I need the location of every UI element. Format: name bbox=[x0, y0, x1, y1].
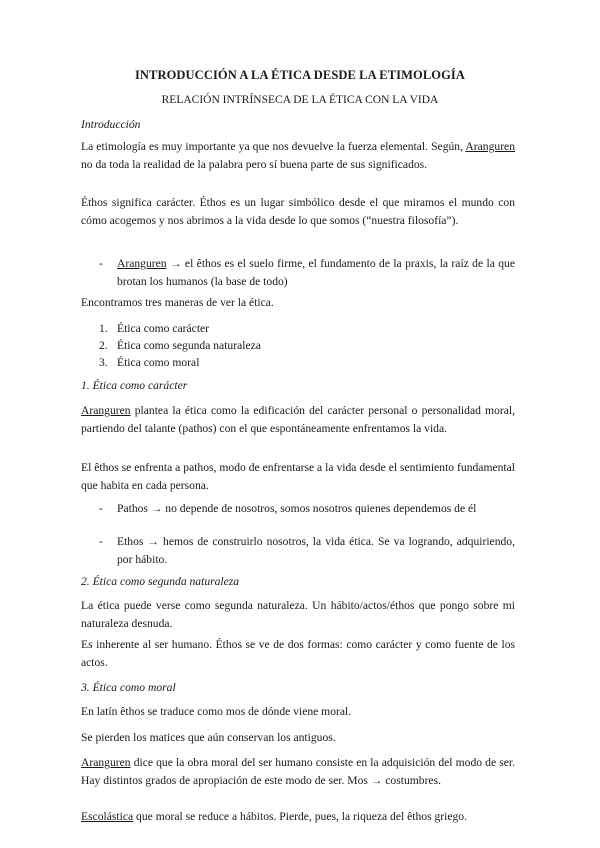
list-item: Ética como moral bbox=[117, 356, 200, 369]
section1-bullet: Pathos → no depende de nosotros, somos nosotros quienes dependemos de él bbox=[117, 502, 477, 515]
text-run: que moral se reduce a hábitos. Pierde, pues, la riqueza del êthos griego. bbox=[133, 810, 468, 823]
document-title: INTRODUCCIÓN A LA ÉTICA DESDE LA ETIMOLOGÍA bbox=[134, 68, 466, 82]
intro-paragraph-1 bbox=[81, 138, 515, 174]
list-number: 2. bbox=[99, 339, 108, 352]
section1-paragraph-1 bbox=[81, 402, 515, 438]
section1-bullet: Ethos → hemos de construirlo nosotros, la vida ética. Se va logrando, adquiriendo, por hábito. bbox=[117, 535, 515, 566]
intro-heading: Introducción bbox=[81, 118, 141, 131]
author-name: Aranguren bbox=[81, 756, 131, 769]
list-number: 1. bbox=[99, 322, 108, 335]
list-item: Ética como segunda naturaleza bbox=[117, 339, 261, 352]
section2-heading: 2. Ética como segunda naturaleza bbox=[81, 575, 240, 588]
author-name: Aranguren bbox=[465, 140, 515, 153]
section3-heading: 3. Ética como moral bbox=[81, 681, 176, 694]
author-name: Aranguren bbox=[117, 257, 167, 270]
text-run: plantea la ética como la edificación del carácter personal o personalidad moral, partiendo del talante (pathos) con el que espontáneamente enfrentamos la vida. bbox=[81, 404, 515, 435]
section1-heading: 1. Ética como carácter bbox=[81, 379, 188, 392]
section2-paragraph-2: Es inherente al ser humano. Éthos se ve de dos formas: como carácter y como fuente de los actos. bbox=[81, 638, 515, 669]
section3-paragraph-4 bbox=[81, 808, 515, 826]
intro-paragraph-3: Encontramos tres maneras de ver la ética. bbox=[81, 296, 274, 309]
section3-paragraph-2: Se pierden los matices que aún conservan los antiguos. bbox=[81, 731, 336, 744]
school-name: Escolástica bbox=[81, 810, 134, 823]
document-subtitle: RELACIÓN INTRÍNSECA DE LA ÉTICA CON LA VIDA bbox=[161, 94, 439, 106]
section2-paragraph-1: La ética puede verse como segunda naturaleza. Un hábito/actos/éthos que pongo sobre mi naturaleza desnuda. bbox=[81, 599, 515, 630]
intro-bullet bbox=[117, 255, 515, 291]
bullet-marker: - bbox=[99, 535, 103, 548]
text-run: → el êthos es el suelo firme, el fundamento de la praxis, la raíz de la que brotan los humanos (la base de todo) bbox=[117, 257, 515, 288]
bullet-marker: - bbox=[99, 257, 103, 270]
text-run: no da toda la realidad de la palabra pero sí buena parte de sus significados. bbox=[81, 158, 428, 171]
intro-paragraph-2: Éthos significa carácter. Éthos es un lugar simbólico desde el que miramos el mundo con cómo acogemos y nos abrimos a la vida desde lo que somos (“nuestra filosofía”). bbox=[81, 196, 515, 227]
section3-paragraph-3 bbox=[81, 754, 515, 790]
author-name: Aranguren bbox=[81, 404, 131, 417]
section1-paragraph-2: El êthos se enfrenta a pathos, modo de enfrentarse a la vida desde el sentimiento fundamental que habita en cada persona. bbox=[81, 461, 515, 492]
text-run: dice que la obra moral del ser humano consiste en la adquisición del modo de ser. Hay distintos grados de apropiación de este modo de ser. Mos → costumbres. bbox=[81, 756, 515, 787]
bullet-marker: - bbox=[99, 502, 103, 515]
section3-paragraph-1: En latín êthos se traduce como mos de dónde viene moral. bbox=[81, 705, 352, 718]
list-number: 3. bbox=[99, 356, 108, 369]
list-item: Ética como carácter bbox=[117, 322, 210, 335]
text-run: La etimología es muy importante ya que nos devuelve la fuerza elemental. Según, bbox=[81, 140, 466, 153]
